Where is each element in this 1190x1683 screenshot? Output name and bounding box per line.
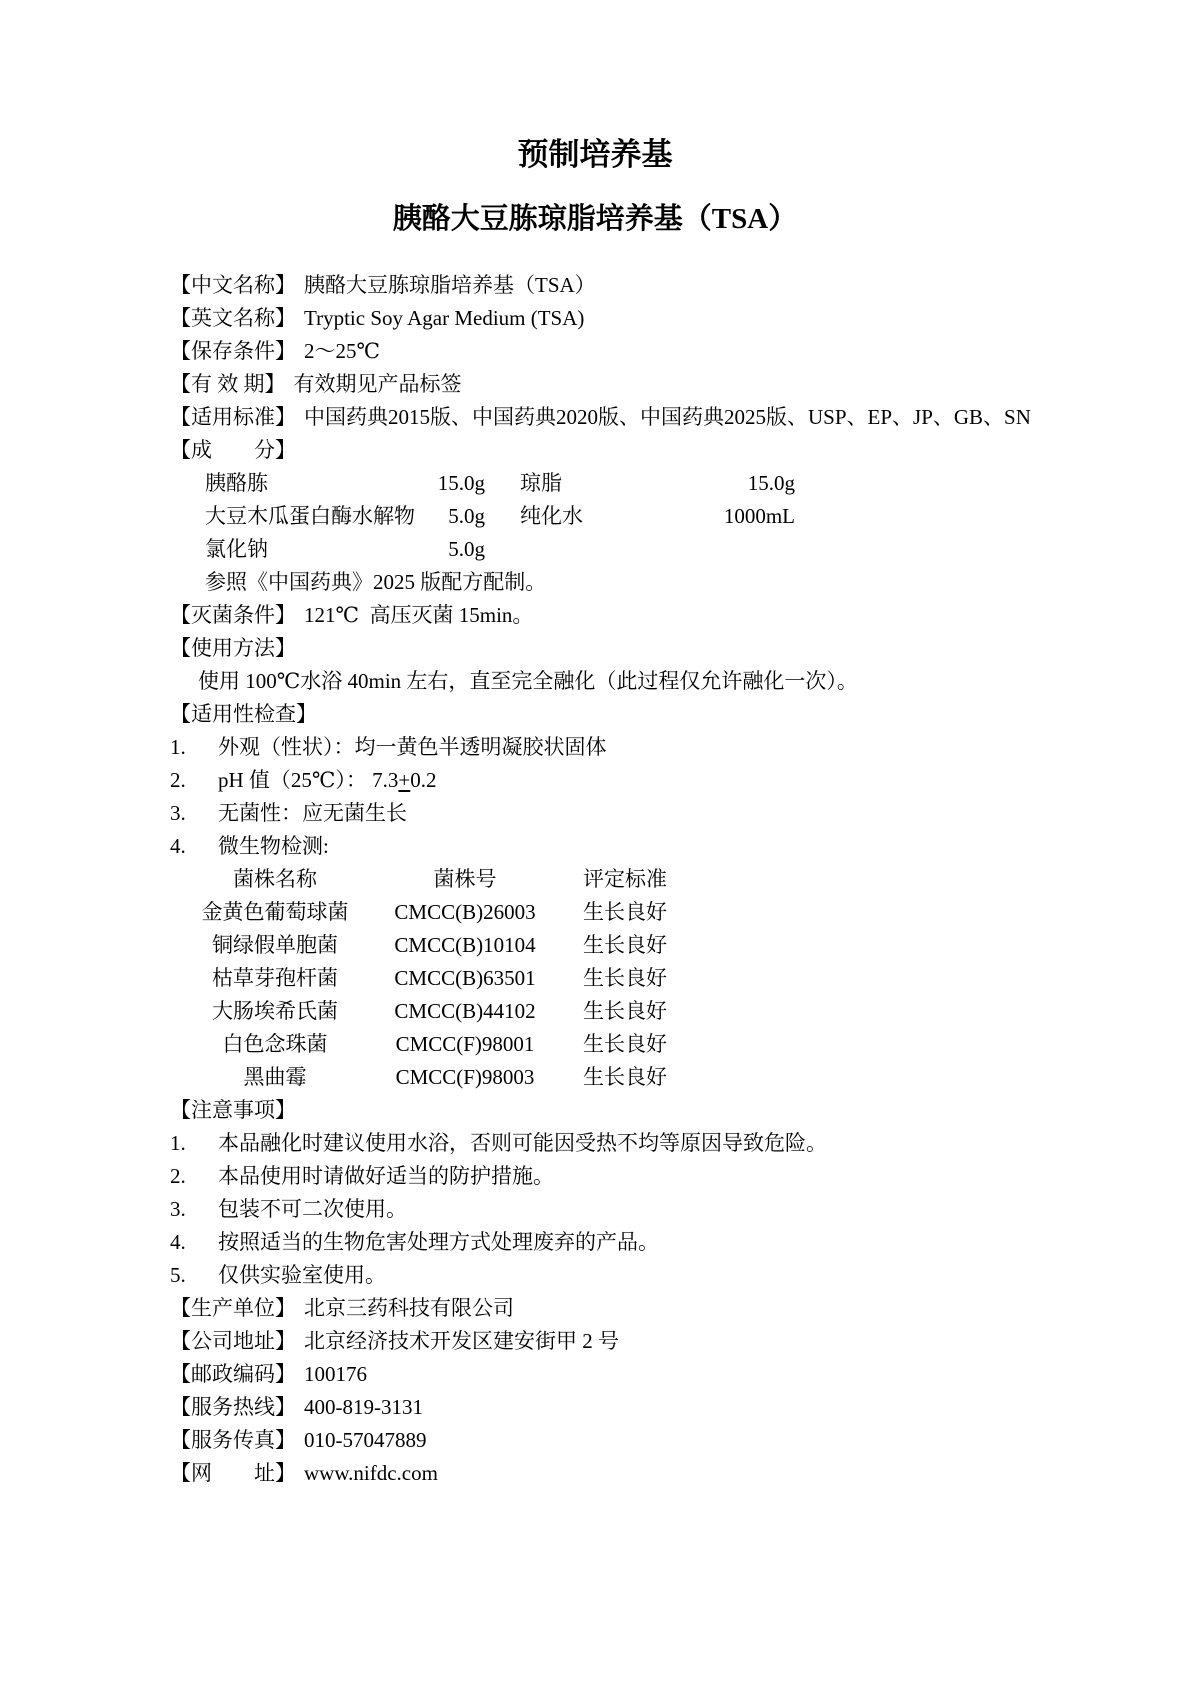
field-label: 【公司地址】 [170, 1329, 296, 1353]
field-label: 【邮政编码】 [170, 1362, 296, 1386]
table-header-strain-name: 菌株名称 [233, 867, 317, 891]
field-label: 【服务传真】 [170, 1428, 296, 1452]
ingredient-name: 大豆木瓜蛋白酶水解物 [205, 504, 415, 528]
field-service-hotline [170, 1391, 1040, 1424]
item-number: 3. [170, 801, 186, 825]
strain-number: CMCC(F)98003 [395, 1065, 535, 1089]
ingredient-amount: 5.0g [448, 537, 485, 561]
plus-minus-sign: + [398, 768, 411, 792]
item-text: 微生物检测: [218, 834, 329, 858]
ingredient-name: 纯化水 [520, 504, 583, 528]
strain-number: CMCC(B)10104 [394, 933, 536, 957]
item-number: 1. [170, 735, 186, 759]
note-item [170, 1193, 1040, 1226]
strain-result: 生长良好 [583, 1065, 667, 1089]
ingredient-amount: 1000mL [723, 504, 795, 528]
item-text: 本品使用时请做好适当的防护措施。 [218, 1164, 554, 1188]
field-label: 【网 址】 [170, 1461, 296, 1485]
field-value: 北京三药科技有限公司 [304, 1296, 514, 1320]
field-company-address [170, 1325, 1040, 1358]
field-label: 【服务热线】 [170, 1395, 296, 1419]
strain-number: CMCC(B)63501 [394, 966, 536, 990]
item-number: 3. [170, 1197, 186, 1221]
ingredient-amount: 15.0g [437, 471, 485, 495]
field-label: 【英文名称】 [170, 306, 296, 330]
field-value: 010-57047889 [304, 1428, 427, 1452]
strain-name: 铜绿假单胞菌 [212, 933, 338, 957]
field-value: 2～25℃ [304, 339, 380, 363]
table-header-criteria: 评定标准 [583, 867, 667, 891]
table-header-strain-number: 菌株号 [433, 867, 497, 891]
composition-row [170, 500, 1040, 533]
field-sterilization [170, 599, 1040, 632]
strain-name: 枯草芽孢杆菌 [212, 966, 338, 990]
field-value: 胰酪大豆胨琼脂培养基（TSA） [304, 273, 596, 297]
strain-name: 大肠埃希氏菌 [212, 999, 338, 1023]
ingredient-name [520, 533, 700, 566]
field-value: 中国药典2015版、中国药典2020版、中国药典2025版、USP、EP、JP、GB、SN [304, 405, 1031, 429]
ingredient-amount: 5.0g [448, 504, 485, 528]
suitability-heading: 【适用性检查】 [170, 702, 317, 726]
field-value: Tryptic Soy Agar Medium (TSA) [304, 306, 585, 330]
ph-tolerance: 0.2 [410, 768, 437, 792]
item-text: 本品融化时建议使用水浴，否则可能因受热不均等原因导致危险。 [218, 1131, 827, 1155]
note-item [170, 1259, 1040, 1292]
composition-row [170, 467, 1040, 500]
doc-title-sub: 胰酪大豆胨琼脂培养基（TSA） [392, 203, 798, 235]
item-number: 2. [170, 768, 186, 792]
item-number: 4. [170, 1230, 186, 1254]
ingredient-name: 胰酪胨 [205, 471, 268, 495]
ingredient-amount: 15.0g [747, 471, 795, 495]
strain-name: 白色念珠菌 [222, 1032, 328, 1056]
suitability-item-appearance [170, 731, 1040, 764]
item-text: 仅供实验室使用。 [218, 1263, 386, 1287]
field-label: 【适用标准】 [170, 405, 296, 429]
field-value: 北京经济技术开发区建安街甲 2 号 [304, 1329, 619, 1353]
item-text: 包装不可二次使用。 [218, 1197, 407, 1221]
strain-result: 生长良好 [583, 999, 667, 1023]
usage-heading: 【使用方法】 [170, 636, 296, 660]
item-text: 外观（性状）：均一黄色半透明凝胶状固体 [218, 735, 607, 759]
field-label: 【中文名称】 [170, 273, 296, 297]
ingredient-name: 氯化钠 [205, 537, 268, 561]
suitability-item-microbial [170, 830, 1040, 863]
field-website [170, 1457, 1040, 1490]
strain-result: 生长良好 [583, 1032, 667, 1056]
item-text: 按照适当的生物危害处理方式处理废弃的产品。 [218, 1230, 659, 1254]
ingredient-amount [700, 533, 795, 566]
field-value: 100176 [304, 1362, 367, 1386]
title-block [170, 135, 1020, 239]
field-shelf-life [170, 368, 1040, 401]
strain-name: 金黄色葡萄球菌 [201, 900, 349, 924]
field-value: 121℃ 高压灭菌 15min。 [304, 603, 534, 627]
item-number: 1. [170, 1131, 186, 1155]
ingredient-name: 琼脂 [520, 471, 562, 495]
usage-text: 使用 100℃水浴 40min 左右，直至完全融化（此过程仅允许融化一次）。 [198, 669, 858, 693]
strain-result: 生长良好 [583, 933, 667, 957]
spacer [485, 533, 520, 566]
field-english-name [170, 302, 1040, 335]
field-manufacturer [170, 1292, 1040, 1325]
item-number: 5. [170, 1263, 186, 1287]
field-value: 400-819-3131 [304, 1395, 423, 1419]
doc-title-main: 预制培养基 [517, 137, 673, 172]
field-label: 【有 效 期】 [170, 372, 286, 396]
composition-heading: 【成 分】 [170, 438, 296, 462]
suitability-item-sterility [170, 797, 1040, 830]
strain-result: 生长良好 [583, 966, 667, 990]
suitability-item-ph [170, 764, 1040, 797]
notes-heading: 【注意事项】 [170, 1098, 296, 1122]
note-item [170, 1127, 1040, 1160]
composition-note: 参照《中国药典》2025 版配方配制。 [205, 570, 547, 594]
strain-name: 黑曲霉 [243, 1065, 307, 1089]
field-postal-code [170, 1358, 1040, 1391]
microbe-table [170, 863, 1040, 1094]
note-item [170, 1226, 1040, 1259]
item-text: 无菌性：应无菌生长 [218, 801, 407, 825]
strain-number: CMCC(B)44102 [394, 999, 536, 1023]
ph-value-pre: pH 值（25℃）： 7.3 [218, 768, 399, 792]
field-value: 有效期见产品标签 [293, 372, 462, 396]
field-label: 【保存条件】 [170, 339, 296, 363]
field-value: www.nifdc.com [304, 1461, 438, 1485]
field-storage-condition [170, 335, 1040, 368]
spacer [485, 467, 520, 500]
field-service-fax [170, 1424, 1040, 1457]
strain-result: 生长良好 [583, 900, 667, 924]
field-applicable-standards [170, 401, 1040, 434]
strain-number: CMCC(B)26003 [394, 900, 536, 924]
composition-row [170, 533, 1040, 566]
item-number: 4. [170, 834, 186, 858]
spacer [485, 500, 520, 533]
field-chinese-name [170, 269, 1040, 302]
item-text [218, 764, 437, 797]
note-item [170, 1160, 1040, 1193]
field-label: 【灭菌条件】 [170, 603, 296, 627]
strain-number: CMCC(F)98001 [395, 1032, 535, 1056]
field-label: 【生产单位】 [170, 1296, 296, 1320]
item-number: 2. [170, 1164, 186, 1188]
